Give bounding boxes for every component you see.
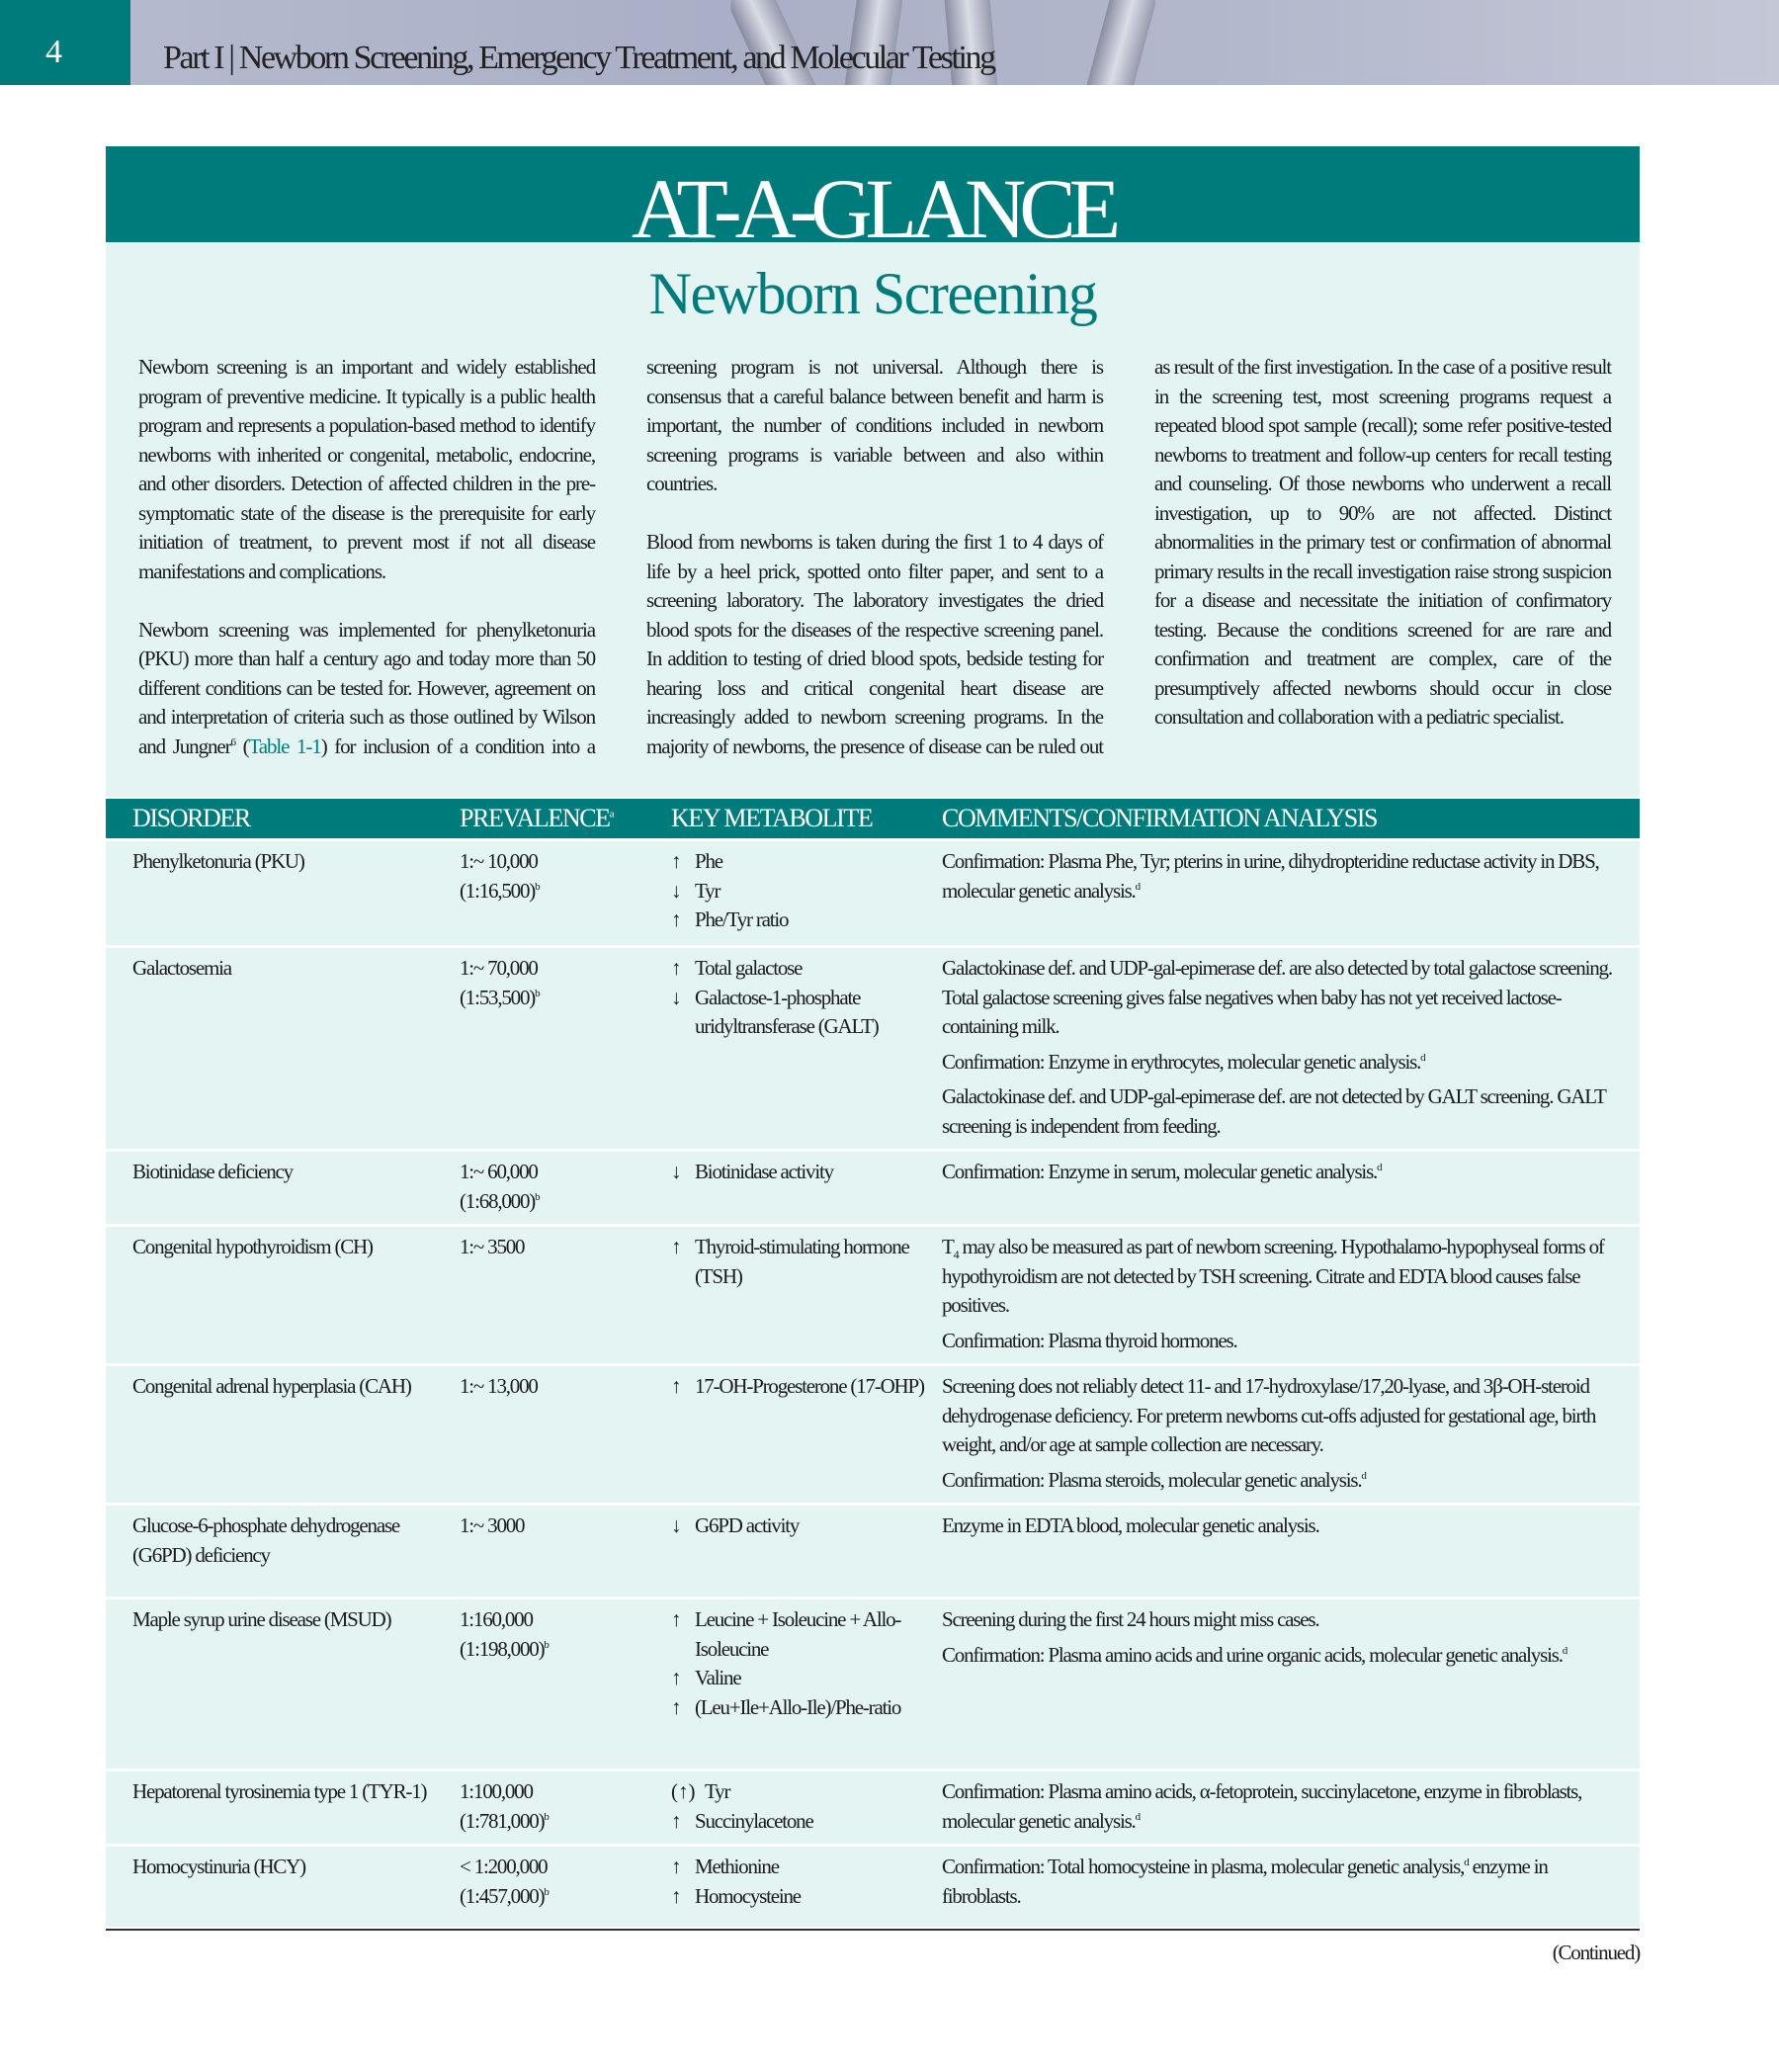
row-spacer: [106, 948, 132, 1149]
prevalence-value: [460, 1635, 657, 1665]
metabolite-text: Methionine: [695, 1855, 779, 1878]
metabolite-cell: [671, 1847, 942, 1927]
paragraph-text: Newborn screening was implemented for phenylketonuria (PKU) more than half a century ago and today more than 50 different conditions can be tested for. However, agreement on and interpretation of criteria such as those outlined by Wilson and Jungner: [138, 617, 595, 758]
running-head: Part I | Newborn Screening, Emergency Treatment, and Molecular Testing: [163, 40, 994, 76]
comment-text: Confirmation: Plasma thyroid hormones.: [942, 1328, 1237, 1352]
comment: [942, 1511, 1620, 1541]
footnote-sup: d: [1135, 1810, 1140, 1823]
metabolite-cell: [671, 1599, 942, 1769]
section-title: Newborn Screening: [648, 261, 1097, 326]
metabolite-text: 17-OH-Progesterone (17-OHP): [695, 1374, 924, 1398]
metabolite-cell: [671, 1227, 942, 1363]
metabolite: [671, 1605, 928, 1664]
comments-cell: [942, 841, 1640, 945]
prevalence-value: [460, 1187, 657, 1217]
comment: [942, 847, 1620, 906]
metabolite-cell: [671, 1771, 942, 1844]
header-key-metabolite: KEY METABOLITE: [671, 804, 873, 832]
comment-text: Confirmation: Plasma steroids, molecular genetic analysis.: [942, 1467, 1362, 1492]
comment-text: Galactokinase def. and UDP-gal-epimerase def. are not detected by GALT screening. GALT screening is independent from feeding.: [942, 1084, 1606, 1138]
prevalence-text: 1:~ 70,000: [460, 956, 538, 980]
prevalence-text: (1:68,000): [460, 1188, 536, 1213]
prevalence-value: [460, 1158, 657, 1187]
comment: [942, 1641, 1620, 1671]
footnote-sup: d: [1464, 1856, 1469, 1868]
prevalence-value: [460, 1777, 657, 1807]
metabolite-text: Leucine + Isoleucine + Allo-Isoleucine: [695, 1607, 901, 1661]
main-content: [106, 146, 1640, 1965]
metabolite: [671, 1664, 928, 1693]
prevalence-cell: [460, 841, 671, 945]
row-spacer: [106, 1506, 132, 1597]
arrow-up-icon: ↑: [671, 907, 682, 931]
arrow-up-icon: ↑: [671, 1235, 682, 1258]
prevalence-value: [460, 847, 657, 877]
comments-cell: [942, 1771, 1640, 1844]
metabolite: [671, 1807, 928, 1837]
comment: [942, 954, 1620, 1042]
comments-cell: [942, 1847, 1640, 1927]
comment: [942, 1853, 1620, 1911]
comments-cell: [942, 1506, 1640, 1597]
comment: [942, 1372, 1620, 1460]
comment: [942, 1466, 1620, 1496]
comment: [942, 1605, 1620, 1635]
prevalence-text: (1:53,500): [460, 985, 536, 1009]
table-row: [106, 1224, 1640, 1363]
metabolite: [671, 954, 928, 984]
intro-text: [138, 353, 1611, 761]
arrow-up-icon: ↑: [671, 1607, 682, 1631]
prevalence-text: 1:160,000: [460, 1607, 533, 1631]
metabolite-text: Homocysteine: [695, 1883, 801, 1908]
footnote-sup: b: [535, 987, 540, 999]
table-row: [106, 1597, 1640, 1769]
table-row: [106, 838, 1640, 945]
disorder-cell: Congenital adrenal hyperplasia (CAH): [132, 1374, 411, 1398]
prevalence-text: < 1:200,000: [460, 1855, 548, 1878]
arrow-down-icon: ↓: [671, 1513, 682, 1537]
prevalence-value: [460, 1605, 657, 1635]
row-spacer: [106, 1771, 132, 1844]
row-spacer: [106, 1847, 132, 1927]
prevalence-value: [460, 954, 657, 984]
paragraph-text: ) for inclusion of a condition into a screening program is not universal. Although there is consensus that a careful balance between benefit and harm is important, the number of conditions included in newborn screening programs is variable between and also within countries.: [320, 355, 1103, 758]
prevalence-value: [460, 984, 657, 1013]
prevalence-text: 1:~ 60,000: [460, 1160, 538, 1183]
metabolite-text: Total galactose: [695, 956, 803, 980]
disorder-cell: Glucose-6-phosphate dehydrogenase (G6PD) deficiency: [132, 1513, 400, 1567]
arrow-up-icon: (↑): [671, 1779, 696, 1803]
comment-text: Confirmation: Enzyme in erythrocytes, molecular genetic analysis.: [942, 1049, 1421, 1074]
metabolite: [671, 1777, 928, 1807]
table-row: [106, 1503, 1640, 1597]
arrow-down-icon: ↓: [671, 985, 682, 1009]
subscript: 4: [953, 1248, 959, 1262]
paragraph-text: Newborn screening is an important and widely established program of preventive medicine. It typically is a public health program and represents a population-based method to identify newborns with inherited or congenital, metabolic, endocrine, and other disorders. Detection of affected children in the pre-symptomatic state of the disease is the prerequisite for early initiation of treatment, to prevent most if not all disease manifestations and complications.: [138, 355, 595, 583]
metabolite: [671, 984, 928, 1042]
prevalence-cell: [460, 1366, 671, 1503]
footnote-sup: d: [1420, 1051, 1425, 1064]
footnote-sup: d: [1135, 880, 1140, 893]
table-row: [106, 1363, 1640, 1503]
arrow-up-icon: ↑: [671, 1808, 682, 1833]
prevalence-text: 1:~ 3000: [460, 1513, 525, 1537]
footnote-sup: a: [609, 808, 614, 820]
table-bottom-rule: [106, 1929, 1640, 1931]
metabolite: [671, 1882, 928, 1912]
comment: [942, 1082, 1620, 1141]
prevalence-cell: [460, 1599, 671, 1769]
prevalence-value: [460, 1853, 657, 1882]
prevalence-value: [460, 1807, 657, 1837]
table-header: [106, 799, 1640, 838]
comment-text: T: [942, 1235, 954, 1258]
disorder-table: [106, 838, 1640, 1927]
prevalence-value: [460, 1882, 657, 1912]
page-number: 4: [0, 0, 130, 85]
arrow-down-icon: ↓: [671, 1160, 682, 1183]
footnote-sup: d: [1361, 1469, 1366, 1482]
prevalence-text: 1:~ 13,000: [460, 1374, 538, 1398]
paragraph-text: Blood from newborns is taken during the first 1 to 4 days of life by a heel prick, spotted onto filter paper, and sent to a screening laboratory. The laboratory investigates the dried blood spots for the diseases of the respective screening panel. In addition to testing of dried blood spots, bedside testing for hearing loss and critical congenital heart disease are increasingly added to newborn screening programs. In the majority of newborns, the presence of disease can be ruled out as result of the first investigation. In the case of a positive result in the screening test, most screening programs request a repeated blood spot sample (recall); some refer positive-tested newborns to treatment and follow-up centers for recall testing and counseling. Of those newborns who underwent a recall investigation, up to 90% are not affected. Distinct abnormalities in the primary test or confirmation of abnormal primary results in the recall investigation raise strong suspicion for a disease and necessitate the initiation of confirmatory testing. Because the conditions screened for are rare and confirmation and treatment are complex, care of the presumptively affected newborns should occur in close consultation and collaboration with a pediatric specialist.: [646, 355, 1611, 758]
prevalence-cell: [460, 1506, 671, 1597]
header-prevalence: [460, 804, 671, 833]
disorder-cell: Homocystinuria (HCY): [132, 1855, 305, 1878]
prevalence-value: [460, 1233, 657, 1262]
prevalence-text: (1:457,000): [460, 1883, 545, 1908]
metabolite: [671, 1158, 928, 1187]
metabolite-text: Succinylacetone: [695, 1808, 813, 1833]
metabolite: [671, 1511, 928, 1541]
footnote-sup: d: [1377, 1162, 1382, 1173]
comment-text: Confirmation: Plasma amino acids, α-fetoprotein, succinylacetone, enzyme in fibroblasts, molecular genetic analysis.: [942, 1779, 1582, 1833]
metabolite-cell: [671, 841, 942, 945]
comment-text: Screening does not reliably detect 11- and 17-hydroxylase/17,20-lyase, and 3β-OH-steroid dehydrogenase deficiency. For preterm newborns cut-offs adjusted for gestational age, birth weight, and/or age at sample collection are necessary.: [942, 1374, 1596, 1456]
row-spacer: [106, 1152, 132, 1224]
row-spacer: [106, 841, 132, 945]
metabolite-cell: [671, 1506, 942, 1597]
footnote-sup: b: [535, 1190, 540, 1203]
arrow-up-icon: ↑: [671, 1374, 682, 1398]
metabolite: [671, 1372, 928, 1402]
footnote-sup: d: [1562, 1644, 1567, 1657]
table-row: [106, 1149, 1640, 1224]
metabolite-text: Galactose-1-phosphate uridyltransferase (GALT): [695, 985, 879, 1038]
comment: [942, 1233, 1620, 1321]
arrow-up-icon: ↑: [671, 1666, 682, 1689]
metabolite-text: G6PD activity: [695, 1513, 800, 1537]
disorder-cell: Biotinidase deficiency: [132, 1160, 293, 1183]
metabolite-text: (Leu+Ile+Allo-Ile)/Phe-ratio: [695, 1694, 901, 1719]
metabolite-text: Thyroid-stimulating hormone (TSH): [695, 1235, 909, 1288]
arrow-up-icon: ↑: [671, 1883, 682, 1908]
comment: [942, 1048, 1620, 1078]
row-spacer: [106, 1599, 132, 1769]
metabolite: [671, 1693, 928, 1723]
disorder-cell: Hepatorenal tyrosinemia type 1 (TYR-1): [132, 1779, 427, 1803]
metabolite: [671, 1233, 928, 1291]
prevalence-cell: [460, 1152, 671, 1224]
metabolite-cell: [671, 1152, 942, 1224]
prevalence-text: (1:16,500): [460, 878, 536, 903]
prevalence-text: 1:~ 3500: [460, 1235, 525, 1258]
prevalence-cell: [460, 1847, 671, 1927]
footnote-sup: b: [535, 880, 540, 893]
metabolite: [671, 906, 928, 935]
metabolite-cell: [671, 948, 942, 1149]
header-prevalence-label: PREVALENCE: [460, 804, 610, 832]
comment-text: enzyme in fibroblasts.: [942, 1855, 1548, 1908]
comment-text: Confirmation: Enzyme in serum, molecular genetic analysis.: [942, 1160, 1378, 1183]
disorder-cell: Congenital hypothyroidism (CH): [132, 1235, 373, 1258]
at-a-glance-box: [106, 146, 1640, 797]
prevalence-text: (1:198,000): [460, 1636, 545, 1661]
footnote-sup: b: [544, 1810, 549, 1823]
metabolite: [671, 1853, 928, 1882]
comment: [942, 1158, 1620, 1187]
table-row: [106, 1769, 1640, 1844]
table-row: [106, 1844, 1640, 1927]
prevalence-text: 1:~ 10,000: [460, 849, 538, 873]
comment-text: Confirmation: Plasma amino acids and urine organic acids, molecular genetic analysis.: [942, 1642, 1563, 1667]
metabolite-text: Tyr: [705, 1779, 730, 1803]
banner-title: AT-A-GLANCE: [631, 161, 1115, 256]
prevalence-cell: [460, 1227, 671, 1363]
row-spacer: [106, 1366, 132, 1503]
table-row: [106, 945, 1640, 1149]
comment: [942, 1327, 1620, 1356]
comment: [942, 1777, 1620, 1836]
metabolite: [671, 877, 928, 906]
comment-text: Enzyme in EDTA blood, molecular genetic analysis.: [942, 1513, 1319, 1537]
metabolite-text: Tyr: [695, 878, 720, 903]
comment-text: Screening during the first 24 hours might miss cases.: [942, 1607, 1319, 1631]
continued-note: (Continued): [1552, 1941, 1640, 1964]
arrow-up-icon: ↑: [671, 1855, 682, 1878]
prevalence-value: [460, 1511, 657, 1541]
paragraph-text: (: [234, 734, 249, 758]
table-link[interactable]: Table 1-1: [248, 734, 321, 758]
comments-cell: [942, 1227, 1640, 1363]
header-disorder: DISORDER: [132, 804, 250, 832]
comment-text: may also be measured as part of newborn screening. Hypothalamo-hypophyseal forms of hypothyroidism are not detected by TSH screening. Citrate and EDTA blood causes false positives.: [942, 1235, 1604, 1317]
footnote-sup: b: [544, 1885, 549, 1898]
prevalence-value: [460, 1372, 657, 1402]
banner: [106, 146, 1640, 256]
arrow-up-icon: ↑: [671, 1694, 682, 1719]
reference-sup: 6: [230, 735, 235, 748]
metabolite-text: Phe: [695, 849, 722, 873]
metabolite-text: Phe/Tyr ratio: [695, 907, 789, 931]
row-spacer: [106, 1227, 132, 1363]
footnote-sup: b: [544, 1638, 549, 1651]
comment-text: Confirmation: Plasma Phe, Tyr; pterins in urine, dihydropteridine reductase activity in DBS, molecular genetic analysis.: [942, 849, 1599, 903]
arrow-up-icon: ↑: [671, 956, 682, 980]
comments-cell: [942, 1152, 1640, 1224]
disorder-cell: Galactosemia: [132, 956, 231, 980]
prevalence-value: [460, 877, 657, 906]
prevalence-cell: [460, 1771, 671, 1844]
metabolite-text: Biotinidase activity: [695, 1160, 833, 1183]
comments-cell: [942, 948, 1640, 1149]
metabolite-cell: [671, 1366, 942, 1503]
prevalence-cell: [460, 948, 671, 1149]
metabolite: [671, 847, 928, 877]
comments-cell: [942, 1599, 1640, 1769]
comments-cell: [942, 1366, 1640, 1503]
comment-text: Confirmation: Total homocysteine in plasma, molecular genetic analysis,: [942, 1855, 1465, 1878]
paragraph: [138, 353, 595, 586]
prevalence-text: 1:100,000: [460, 1779, 533, 1803]
disorder-cell: Maple syrup urine disease (MSUD): [132, 1607, 391, 1631]
comment-text: Galactokinase def. and UDP-gal-epimerase def. are also detected by total galactose screening. Total galactose screening gives false negatives when baby has not yet received lactose-containing milk.: [942, 956, 1612, 1038]
arrow-up-icon: ↑: [671, 849, 682, 873]
metabolite-text: Valine: [695, 1666, 741, 1689]
prevalence-text: (1:781,000): [460, 1808, 545, 1833]
header-comments: COMMENTS/CONFIRMATION ANALYSIS: [942, 804, 1378, 832]
disorder-cell: Phenylketonuria (PKU): [132, 849, 304, 873]
dna-strand-decoration: [1080, 0, 1160, 85]
arrow-down-icon: ↓: [671, 878, 682, 903]
